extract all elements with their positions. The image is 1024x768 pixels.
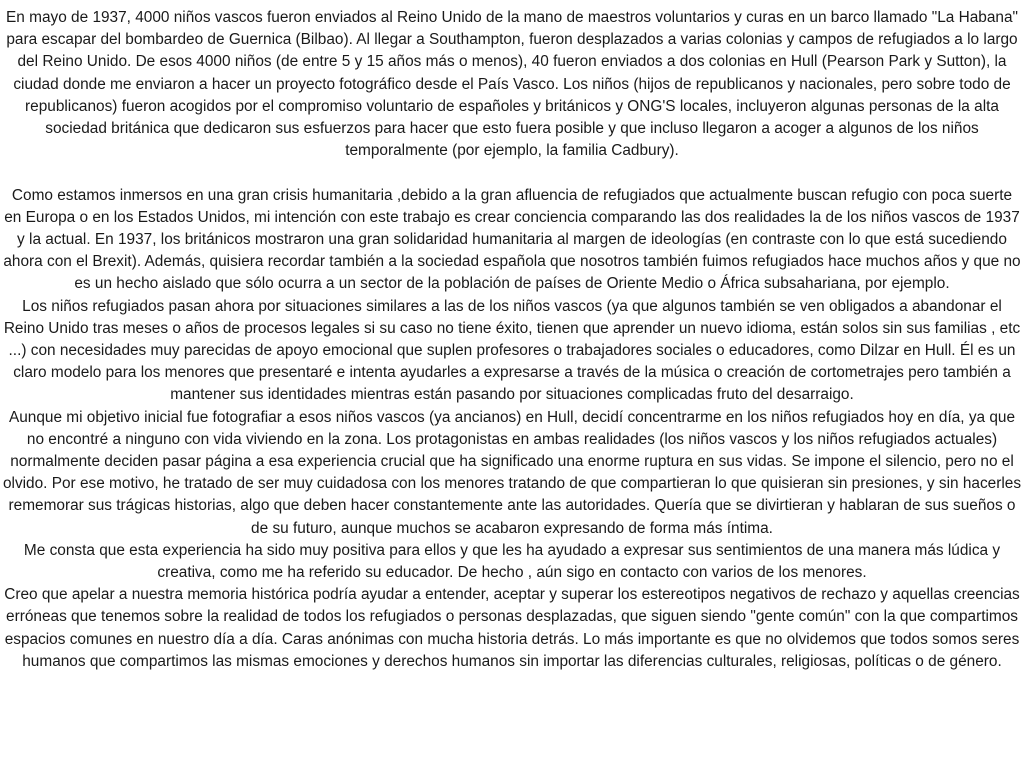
paragraph-4: Aunque mi objetivo inicial fue fotografiar a esos niños vascos (ya ancianos) en Hull, decidí concentrarme en los niños refugiados hoy en día, ya que no encontré a ninguno con vida viviendo en la zona. Los protagonistas en ambas realidades (los niños vascos y los niños refugiados actuales) normalmente deciden pasar página a esa experiencia crucial que ha significado una enorme ruptura en sus vidas. Se impone el silencio, pero no el olvido. Por ese motivo, he tratado de ser muy cuidadosa con los menores tratando de que compartieran lo que quisieran sin presiones, y sin hacerles rememorar sus trágicas historias, algo que deben hacer constantemente ante las autoridades. Quería que se divirtieran y hablaran de sus sueños o de su futuro, aunque muchos se acabaron expresando de forma más íntima. (2, 408, 1022, 537)
paragraph-1: En mayo de 1937, 4000 niños vascos fueron enviados al Reino Unido de la mano de maestros voluntarios y curas en un barco llamado "La Habana" para escapar del bombardeo de Guernica (Bilbao). Al llegar a Southampton, fueron desplazados a varias colonias y campos de refugiados a lo largo del Reino Unido. De esos 4000 niños (de entre 5 y 15 años más o menos), 40 fueron enviados a dos colonias en Hull (Pearson Park y Sutton), la ciudad donde me enviaron a hacer un proyecto fotográfico desde el País Vasco. Los niños (hijos de republicanos y nacionales, pero sobre todo de republicanos) fueron acogidos por el compromiso voluntario de españoles y británicos y ONG'S locales, incluyeron algunas personas de la alta sociedad británica que dedicaron sus esfuerzos para hacer que esto fuera posible y que incluso llegaron a acoger a algunos de los niños temporalmente (por ejemplo, la familia Cadbury). (6, 9, 1018, 160)
paragraph-3: Los niños refugiados pasan ahora por situaciones similares a las de los niños vascos (ya que algunos también se ven obligados a abandonar el Reino Unido tras meses o años de procesos legales si su caso no tiene éxito, tienen que aprender un nuevo idioma, están solos sin sus familias , etc ...) con necesidades muy parecidas de apoyo emocional que suplen profesores o trabajadores sociales o educadores, como Dilzar en Hull. Él es un claro modelo para los menores que presentaré e intenta ayudarles a expresarse a través de la música o creación de cortometrajes pero también a mantener sus identidades mientras están pasando por situaciones complicadas fruto del desarraigo. (3, 297, 1021, 404)
paragraph-2: Como estamos inmersos en una gran crisis humanitaria ,debido a la gran afluencia de refugiados que actualmente buscan refugio con poca suerte en Europa o en los Estados Unidos, mi intención con este trabajo es crear conciencia comparando las dos realidades la de los niños vascos de 1937 y la actual. En 1937, los británicos mostraron una gran solidaridad humanitaria al margen de ideologías (en contraste con lo que está sucediendo ahora con el Brexit). Además, quisiera recordar también a la sociedad española que nosotros también fuimos refugiados hace muchos años y que no es un hecho aislado que sólo ocurra a un sector de la población de países de Oriente Medio o África subsahariana, por ejemplo. (3, 186, 1021, 293)
document-body (0, 7, 1024, 673)
paragraph-6: Creo que apelar a nuestra memoria histórica podría ayudar a entender, aceptar y superar los estereotipos negativos de rechazo y aquellas creencias erróneas que tenemos sobre la realidad de todos los refugiados o personas desplazadas, que siguen siendo "gente común" con la que compartimos espacios comunes en nuestro día a día. Caras anónimas con mucha historia detrás. Lo más importante es que no olvidemos que todos somos seres humanos que compartimos las mismas emociones y derechos humanos sin importar las diferencias culturales, religiosas, políticas o de género. (4, 586, 1020, 670)
paragraph-5: Me consta que esta experiencia ha sido muy positiva para ellos y que les ha ayudado a expresar sus sentimientos de una manera más lúdica y creativa, como me ha referido su educador. De hecho , aún sigo en contacto con varios de los menores. (23, 541, 1001, 582)
paragraph-spacer (2, 162, 1022, 184)
